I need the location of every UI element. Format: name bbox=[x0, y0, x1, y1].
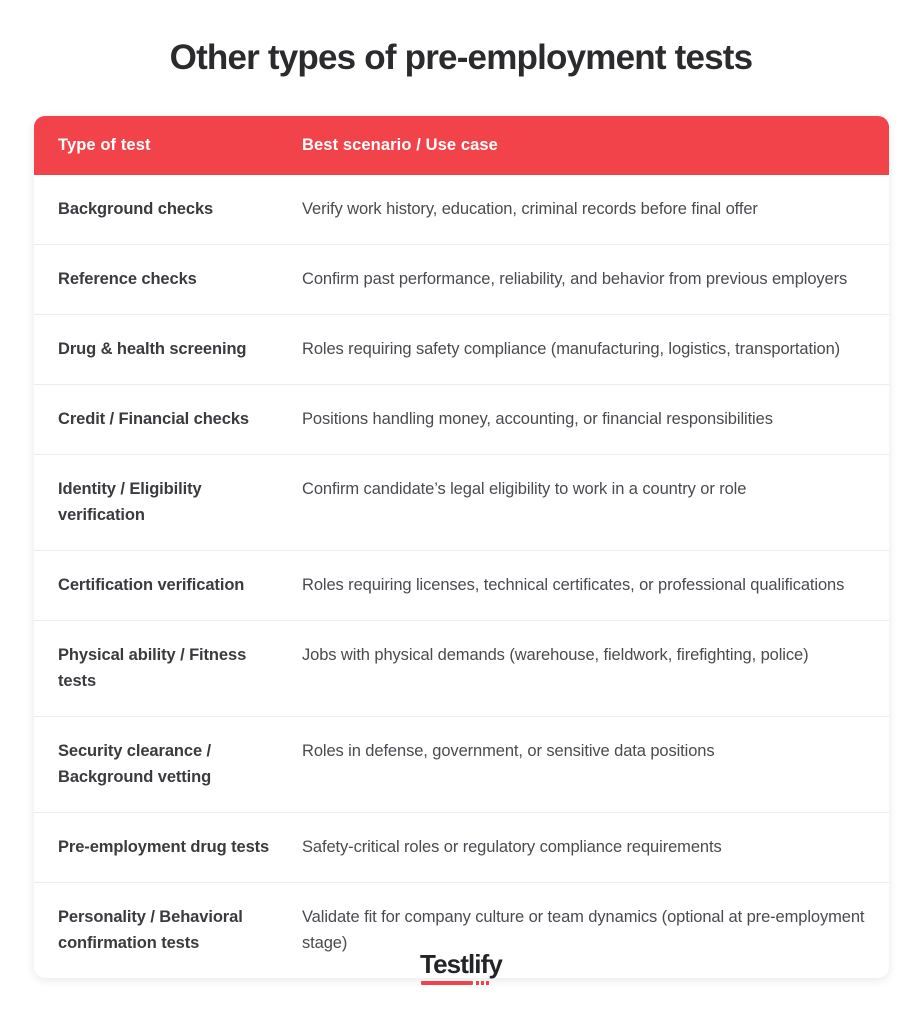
logo-underline-bar-icon bbox=[421, 981, 473, 985]
cell-type-of-test: Physical ability / Fitness tests bbox=[58, 646, 247, 690]
pre-employment-tests-table bbox=[34, 116, 889, 978]
footer bbox=[0, 950, 922, 987]
table bbox=[34, 116, 889, 978]
cell-type-of-test: Drug & health screening bbox=[58, 340, 247, 358]
cell-type-of-test: Personality / Behavioral confirmation tests bbox=[58, 908, 243, 952]
table-row bbox=[34, 315, 889, 385]
table-row bbox=[34, 455, 889, 551]
table-row bbox=[34, 551, 889, 621]
table-header bbox=[34, 116, 889, 175]
cell-use-case: Roles requiring licenses, technical certificates, or professional qualifications bbox=[302, 576, 845, 594]
page-title: Other types of pre-employment tests bbox=[169, 38, 753, 77]
cell-use-case: Confirm candidate’s legal eligibility to work in a country or role bbox=[302, 480, 747, 498]
column-header-best-scenario: Best scenario / Use case bbox=[302, 136, 498, 154]
cell-use-case: Verify work history, education, criminal records before final offer bbox=[302, 200, 758, 218]
cell-use-case: Jobs with physical demands (warehouse, fieldwork, firefighting, police) bbox=[302, 646, 809, 664]
logo-dots-icon bbox=[476, 981, 489, 985]
table-header-row bbox=[34, 116, 889, 175]
cell-type-of-test: Pre-employment drug tests bbox=[58, 838, 270, 856]
cell-use-case: Confirm past performance, reliability, and behavior from previous employers bbox=[302, 270, 848, 288]
cell-type-of-test: Reference checks bbox=[58, 270, 197, 288]
table-row bbox=[34, 621, 889, 717]
cell-use-case: Roles in defense, government, or sensitive data positions bbox=[302, 742, 715, 760]
table-row bbox=[34, 717, 889, 813]
cell-type-of-test: Identity / Eligibility verification bbox=[58, 480, 202, 524]
cell-type-of-test: Certification verification bbox=[58, 576, 245, 594]
table-row bbox=[34, 175, 889, 245]
table-body bbox=[34, 175, 889, 978]
cell-type-of-test: Security clearance / Background vetting bbox=[58, 742, 212, 786]
logo-wordmark: Testlify bbox=[420, 949, 502, 979]
testlify-logo bbox=[420, 950, 502, 987]
cell-type-of-test: Background checks bbox=[58, 200, 214, 218]
table-row bbox=[34, 245, 889, 315]
cell-use-case: Safety-critical roles or regulatory compliance requirements bbox=[302, 838, 722, 856]
column-header-type-of-test: Type of test bbox=[58, 136, 151, 154]
cell-use-case: Positions handling money, accounting, or financial responsibilities bbox=[302, 410, 773, 428]
cell-use-case: Roles requiring safety compliance (manufacturing, logistics, transportation) bbox=[302, 340, 841, 358]
table-row bbox=[34, 385, 889, 455]
cell-type-of-test: Credit / Financial checks bbox=[58, 410, 249, 428]
cell-use-case: Validate fit for company culture or team dynamics (optional at pre-employment stage) bbox=[302, 908, 865, 952]
table-row bbox=[34, 813, 889, 883]
